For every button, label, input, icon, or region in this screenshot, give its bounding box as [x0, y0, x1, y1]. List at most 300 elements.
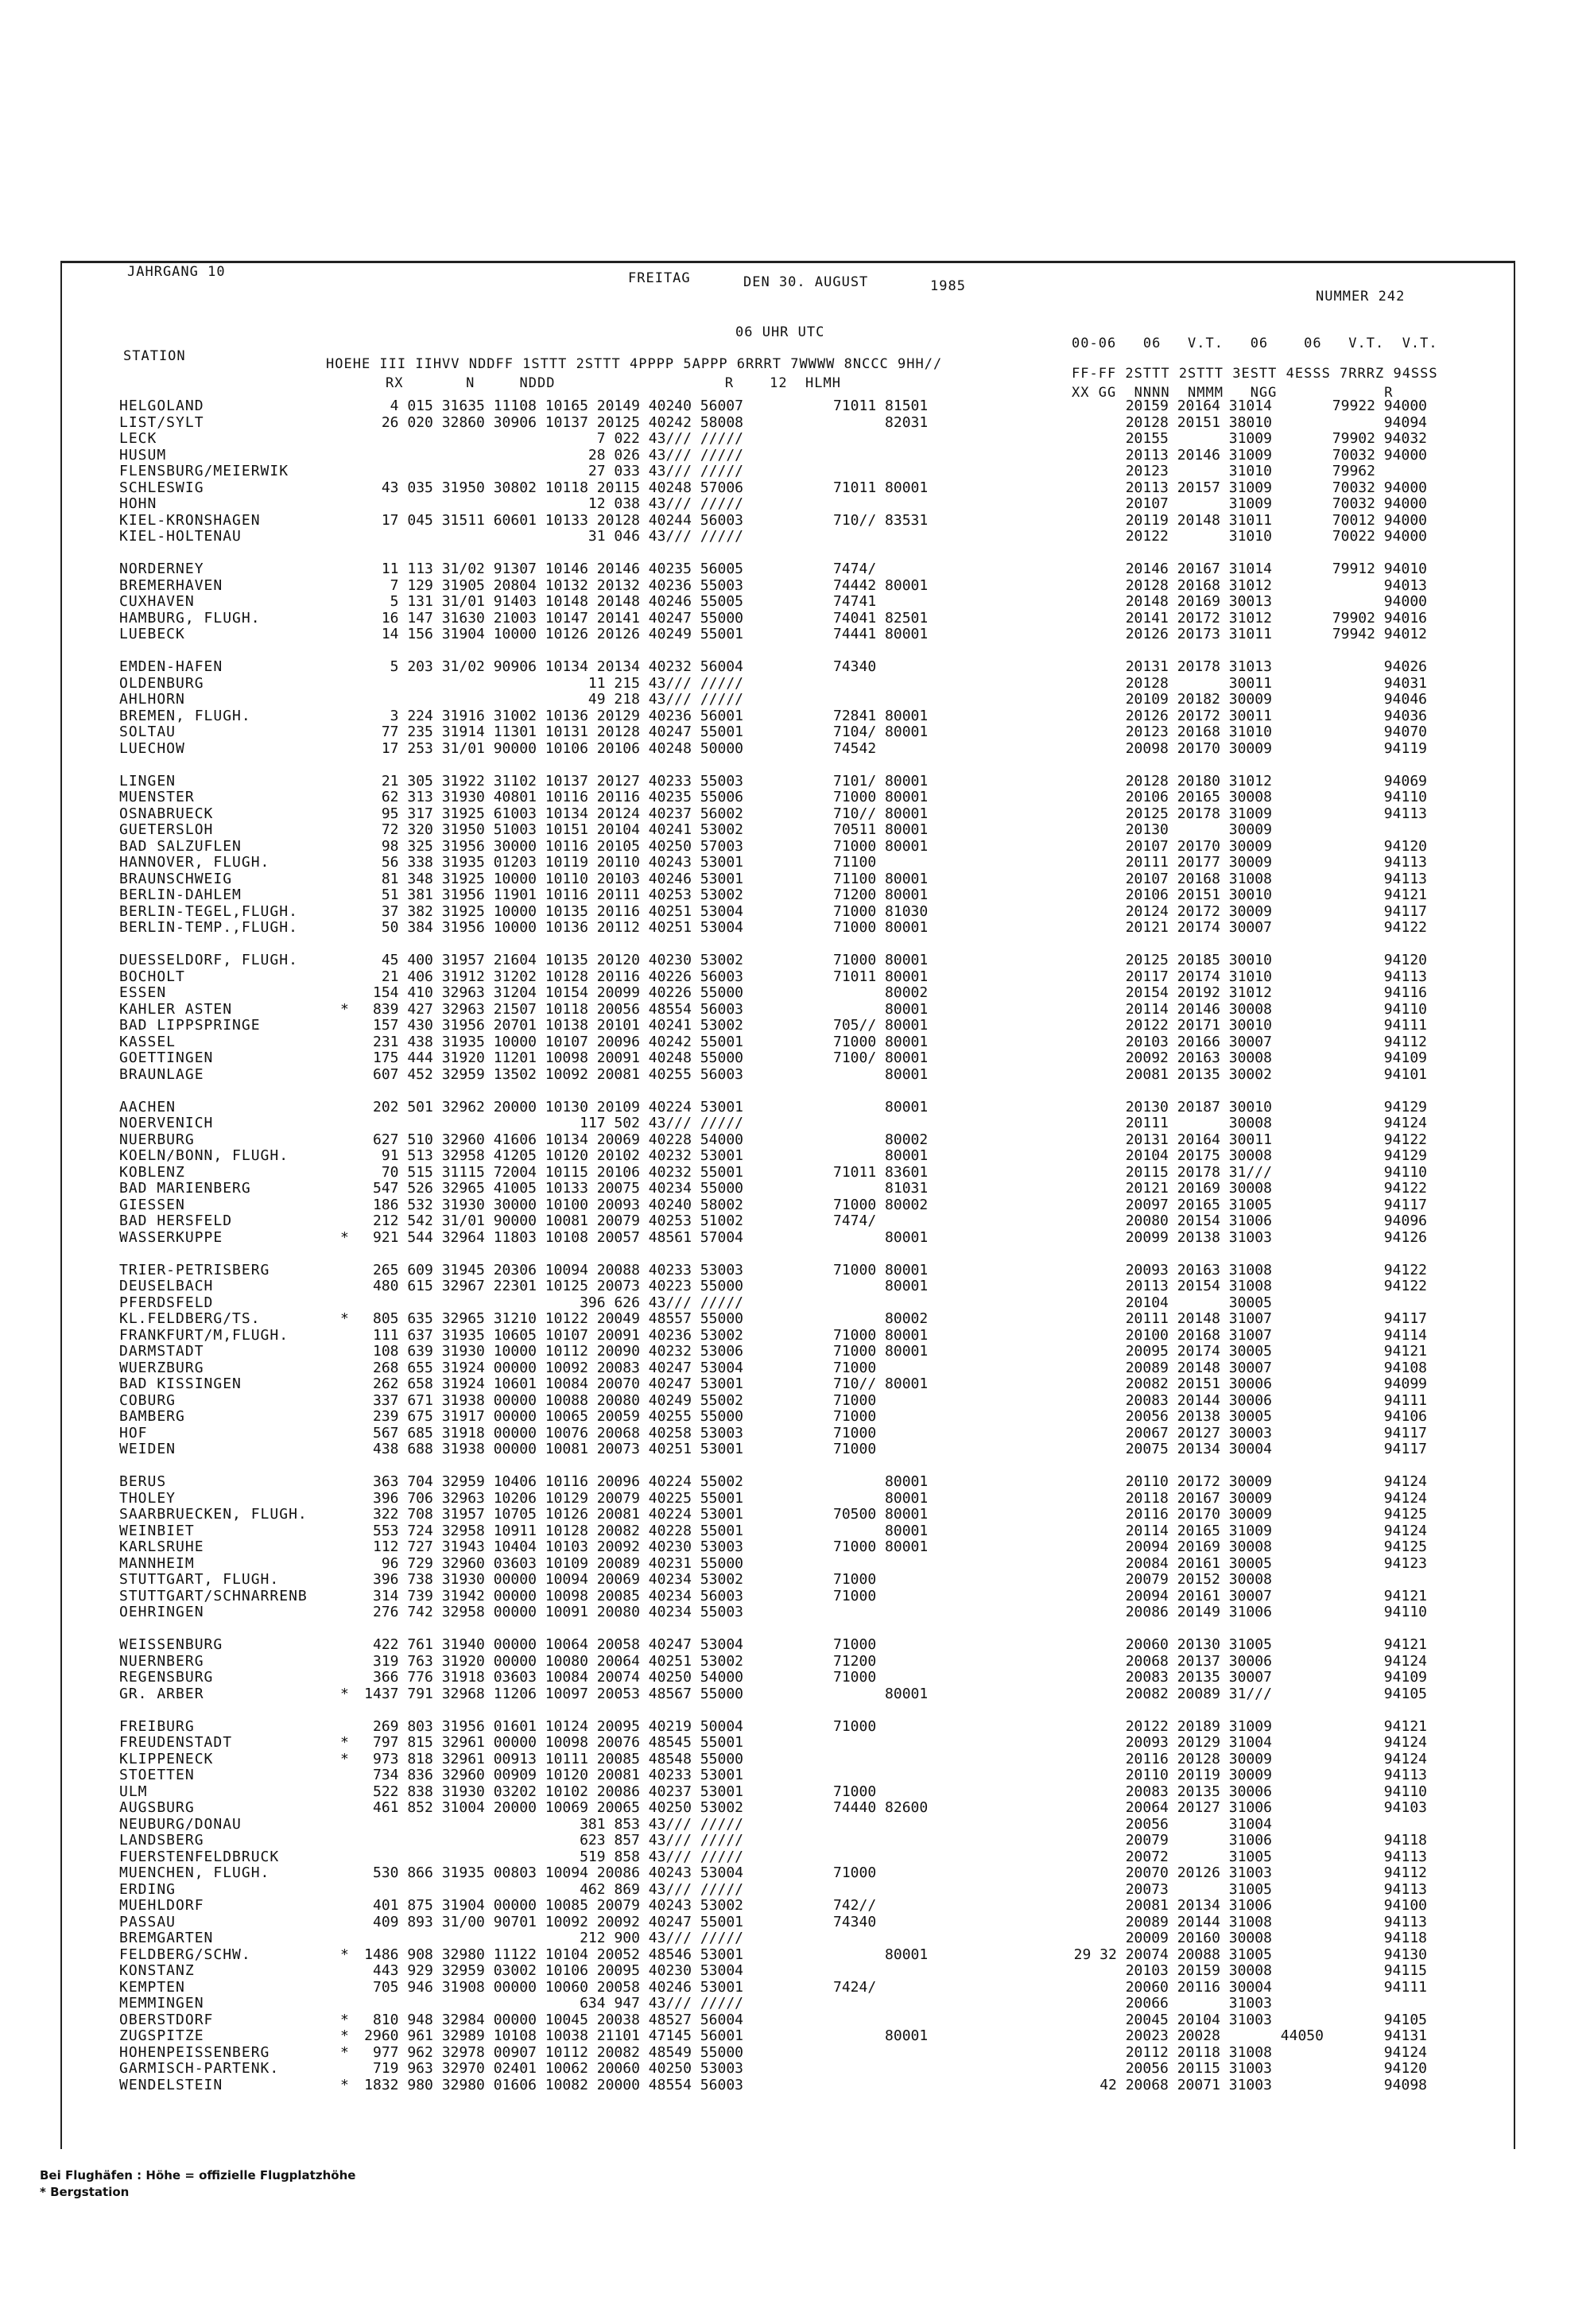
- forecast-values: 20115 20178 31/// 94110: [1125, 1163, 1427, 1181]
- forecast-values: 20148 20169 30013 94000: [1125, 593, 1427, 610]
- table-row: [0, 1507, 1510, 1523]
- table-row: [0, 1230, 1510, 1246]
- forecast-values: 20107 20170 30009 94120: [1125, 837, 1427, 855]
- uhr-values: 80001: [833, 1522, 929, 1539]
- station-name: DEUSELBACH: [119, 1278, 214, 1294]
- station-name: KASSEL: [119, 1033, 176, 1050]
- station-name: KONSTANZ: [119, 1962, 195, 1979]
- forecast-values: 20081 20135 30002 94101: [1125, 1065, 1427, 1083]
- obs-values: 186 532 31930 30000 10100 20093 40240 58002: [373, 1196, 743, 1213]
- table-row: [0, 822, 1510, 838]
- uhr-values: 71000 80001: [833, 837, 929, 855]
- forecast-values: 20121 20169 30008 94122: [1125, 1180, 1427, 1197]
- uhr-values: 80001: [833, 1228, 929, 1246]
- table-row: [0, 2012, 1510, 2028]
- uhr-values: 710// 80001: [833, 1375, 929, 1392]
- station-name: BAD LIPPSPRINGE: [119, 1017, 261, 1034]
- station-name: REGENSBURG: [119, 1669, 214, 1686]
- uhr-values: 71000 80001: [833, 1538, 929, 1555]
- forecast-values: 20092 20163 30008 94109: [1125, 1049, 1427, 1066]
- uhr-values: 70511 80001: [833, 821, 929, 838]
- table-row: [0, 431, 1510, 447]
- uhr-values: 71000: [833, 1441, 877, 1457]
- obs-values: 17 253 31/01 90000 10106 20106 40248 50000: [381, 739, 743, 757]
- table-row: [0, 1670, 1510, 1686]
- forecast-values: 20121 20174 30007 94122: [1125, 919, 1427, 936]
- table-row: [0, 1865, 1510, 1881]
- table-row: [0, 1556, 1510, 1572]
- forecast-values: 20075 20134 30004 94117: [1125, 1441, 1427, 1457]
- station-name: STUTTGART, FLUGH.: [119, 1571, 280, 1588]
- uhr-values: 71000 80001: [833, 919, 929, 936]
- forecast-values: 20113 20154 31008 94122: [1125, 1278, 1427, 1294]
- station-name: DARMSTADT: [119, 1343, 204, 1360]
- station-name: BAD KISSINGEN: [119, 1375, 242, 1392]
- uhr-values: 71000: [833, 1391, 877, 1409]
- forecast-values: 20126 20173 31011 79942 94012: [1125, 626, 1427, 642]
- forecast-values: 20082 20089 31/// 94105: [1125, 1685, 1427, 1702]
- footnote-airport: Bei Flughäfen : Höhe = offizielle Flugplatzhöhe: [40, 2168, 356, 2182]
- mountain-station-marker: *: [340, 1000, 349, 1018]
- obs-values: 634 947 43/// /////: [580, 1995, 743, 2012]
- table-row: [0, 1637, 1510, 1653]
- uhr-values: 71000 80001: [833, 1326, 929, 1344]
- station-name: HOHENPEISSENBERG: [119, 2043, 270, 2061]
- station-name: STUTTGART/SCHNARRENB: [119, 1587, 308, 1604]
- forecast-values: 29 32 20074 20088 31005 94130: [1073, 1946, 1427, 1963]
- station-name: BAD SALZUFLEN: [119, 837, 242, 855]
- forecast-values: 20098 20170 30009 94119: [1125, 739, 1427, 757]
- forecast-values: 20111 20148 31007 94117: [1125, 1310, 1427, 1327]
- station-name: BERUS: [119, 1473, 167, 1490]
- station-name: HAMBURG, FLUGH.: [119, 609, 261, 627]
- table-row: [0, 2028, 1510, 2044]
- uhr-values: 74340: [833, 1913, 877, 1930]
- vt-header-top: 00-06 06 V.T. 06 06 V.T. V.T.: [1072, 336, 1438, 351]
- uhr-values: 7424/: [833, 1978, 877, 1996]
- table-row: [0, 1947, 1510, 1963]
- obs-values: 522 838 31930 03202 10102 20086 40237 53001: [373, 1783, 743, 1800]
- station-name: OSNABRUECK: [119, 805, 214, 822]
- station-name: HOHN: [119, 495, 157, 512]
- footnote-mountain: * Bergstation: [40, 2185, 130, 2199]
- forecast-values: 20066 31003: [1125, 1995, 1427, 2012]
- table-row: [0, 1409, 1510, 1425]
- forecast-values: 20023 20028 44050 94131: [1125, 2027, 1427, 2044]
- uhr-values: 7101/ 80001: [833, 772, 929, 790]
- date-label: DEN 30. AUGUST: [743, 274, 869, 290]
- obs-values: 268 655 31924 00000 10092 20083 40247 53004: [373, 1359, 743, 1376]
- table-row: [0, 1034, 1510, 1050]
- forecast-values: 20126 20172 30011 94036: [1125, 707, 1427, 724]
- obs-values: 422 761 31940 00000 10064 20058 40247 53004: [373, 1636, 743, 1653]
- forecast-values: 20095 20174 30005 94121: [1125, 1343, 1427, 1360]
- forecast-values: 20104 20175 30008 94129: [1125, 1147, 1427, 1164]
- uhr-values: 705// 80001: [833, 1017, 929, 1034]
- table-row: [0, 1654, 1510, 1670]
- station-name: MEMMINGEN: [119, 1995, 204, 2012]
- obs-values: 28 026 43/// /////: [588, 446, 743, 464]
- table-row: [0, 1246, 1510, 1262]
- table-row: [0, 1148, 1510, 1164]
- station-name: ZUGSPITZE: [119, 2027, 204, 2044]
- table-row: [0, 2061, 1510, 2077]
- obs-values: 27 033 43/// /////: [588, 463, 743, 479]
- station-name: GARMISCH-PARTENK.: [119, 2060, 280, 2077]
- forecast-values: 20070 20126 31003 94112: [1125, 1864, 1427, 1881]
- obs-values: 977 962 32978 00907 10112 20082 48549 55000: [373, 2043, 743, 2061]
- table-row: [0, 643, 1510, 659]
- obs-values: 547 526 32965 41005 10133 20075 40234 55000: [373, 1180, 743, 1197]
- table-row: [0, 724, 1510, 740]
- mountain-station-marker: *: [340, 2027, 349, 2044]
- station-name: NUERNBERG: [119, 1652, 204, 1670]
- uhr-values: 71000 80001: [833, 789, 929, 805]
- table-row: [0, 985, 1510, 1001]
- day-label: FREITAG: [628, 270, 691, 286]
- station-name: BAMBERG: [119, 1408, 185, 1425]
- table-row: [0, 578, 1510, 594]
- obs-values: 157 430 31956 20701 10138 20101 40241 53002: [373, 1017, 743, 1034]
- table-row: [0, 513, 1510, 529]
- station-name: GOETTINGEN: [119, 1049, 214, 1066]
- mountain-station-marker: *: [340, 2011, 349, 2028]
- station-name: ULM: [119, 1783, 148, 1800]
- obs-values: 401 875 31904 00000 10085 20079 40243 53002: [373, 1897, 743, 1914]
- uhr-values: 81031: [833, 1180, 929, 1197]
- forecast-values: 20128 20151 38010 94094: [1125, 413, 1427, 431]
- table-row: [0, 741, 1510, 757]
- forecast-values: 20116 20170 30009 94125: [1125, 1506, 1427, 1523]
- uhr-values: 71000: [833, 1408, 877, 1425]
- table-row: [0, 855, 1510, 871]
- station-name: AUGSBURG: [119, 1799, 195, 1816]
- forecast-values: 20146 20167 31014 79912 94010: [1125, 561, 1427, 577]
- obs-values: 17 045 31511 60601 10133 20128 40244 56003: [381, 511, 743, 529]
- station-name: MUENCHEN, FLUGH.: [119, 1864, 270, 1881]
- mountain-station-marker: *: [340, 1310, 349, 1327]
- station-name: LECK: [119, 430, 157, 447]
- obs-values: 269 803 31956 01601 10124 20095 40219 50004: [373, 1717, 743, 1735]
- forecast-values: 20125 20185 30010 94120: [1125, 952, 1427, 968]
- uhr-values: 7104/ 80001: [833, 724, 929, 740]
- station-name: NEUBURG/DONAU: [119, 1815, 242, 1833]
- uhr-values: 71000 80001: [833, 952, 929, 968]
- forecast-values: 20117 20174 31010 94113: [1125, 968, 1427, 985]
- uhr-values: 80001: [833, 1065, 929, 1083]
- obs-values: 1832 980 32980 01606 10082 20000 48554 56003: [364, 2076, 743, 2093]
- table-row: [0, 1067, 1510, 1083]
- station-name: BERLIN-TEGEL,FLUGH.: [119, 902, 298, 920]
- forecast-values: 20141 20172 31012 79902 94016: [1125, 609, 1427, 627]
- forecast-values: 20128 20168 31012 94013: [1125, 576, 1427, 594]
- forecast-values: 20080 20154 31006 94096: [1125, 1212, 1427, 1229]
- obs-values: 461 852 31004 20000 10069 20065 40250 53002: [373, 1799, 743, 1816]
- table-row: [0, 1849, 1510, 1865]
- station-name: WEINBIET: [119, 1522, 195, 1539]
- obs-values: 81 348 31925 10000 10110 20103 40246 53001: [381, 870, 743, 887]
- uhr-values: 71200: [833, 1652, 877, 1670]
- mountain-station-marker: *: [340, 1685, 349, 1702]
- uhr-values: 742//: [833, 1897, 877, 1914]
- station-name: CUXHAVEN: [119, 593, 195, 610]
- obs-values: 56 338 31935 01203 10119 20110 40243 53001: [381, 854, 743, 871]
- station-name: SCHLESWIG: [119, 479, 204, 496]
- station-name: GUETERSLOH: [119, 821, 214, 838]
- table-row: [0, 1278, 1510, 1294]
- table-row: [0, 1002, 1510, 1018]
- station-name: BRAUNLAGE: [119, 1065, 204, 1083]
- obs-values: 839 427 32963 21507 10118 20056 48554 56003: [373, 1000, 743, 1018]
- forecast-values: 20094 20161 30007 94121: [1125, 1587, 1427, 1604]
- obs-header-line2: RX N NDDD R 12 HLMH: [386, 375, 841, 391]
- obs-values: 276 742 32958 00000 10091 20080 40234 55003: [373, 1604, 743, 1620]
- table-row: [0, 1458, 1510, 1474]
- forecast-values: 20103 20159 30008 94115: [1125, 1962, 1427, 1979]
- obs-values: 43 035 31950 30802 10118 20115 40248 57006: [381, 479, 743, 496]
- table-row: [0, 871, 1510, 887]
- table-row: [0, 627, 1510, 642]
- table-row: [0, 1735, 1510, 1751]
- uhr-values: 71000 80001: [833, 1261, 929, 1278]
- obs-values: 438 688 31938 00000 10081 20073 40251 53001: [373, 1441, 743, 1457]
- station-name: NOERVENICH: [119, 1115, 214, 1131]
- table-row: [0, 594, 1510, 610]
- station-name: BREMEN, FLUGH.: [119, 707, 251, 724]
- obs-values: 366 776 31918 03603 10084 20074 40250 54000: [373, 1669, 743, 1686]
- station-name: LUECHOW: [119, 739, 185, 757]
- obs-values: 567 685 31918 00000 10076 20068 40258 53003: [373, 1424, 743, 1441]
- table-row: [0, 1376, 1510, 1392]
- uhr-values: 82031: [833, 413, 929, 431]
- obs-values: 62 313 31930 40801 10116 20116 40235 55006: [381, 789, 743, 805]
- station-name: ESSEN: [119, 984, 167, 1001]
- uhr-values: 71011 81501: [833, 398, 929, 414]
- station-name: SAARBRUECKEN, FLUGH.: [119, 1506, 308, 1523]
- table-row: [0, 806, 1510, 822]
- uhr-values: 71000: [833, 1864, 877, 1881]
- forecast-values: 20084 20161 30005 94123: [1125, 1554, 1427, 1572]
- station-name: NUERBURG: [119, 1131, 195, 1148]
- uhr-values: 71000: [833, 1717, 877, 1735]
- obs-values: 70 515 31115 72004 10115 20106 40232 55001: [381, 1163, 743, 1181]
- forecast-values: 20089 20148 30007 94108: [1125, 1359, 1427, 1376]
- station-name: EMDEN-HAFEN: [119, 658, 223, 675]
- forecast-values: 20154 20192 31012 94116: [1125, 984, 1427, 1001]
- table-row: [0, 1833, 1510, 1849]
- uhr-values: 80001: [833, 1685, 929, 1702]
- uhr-values: 7474/: [833, 561, 877, 577]
- uhr-values: 80002: [833, 984, 929, 1001]
- station-name: KOELN/BONN, FLUGH.: [119, 1147, 289, 1164]
- uhr-values: 71000: [833, 1424, 877, 1441]
- obs-values: 31 046 43/// /////: [588, 528, 743, 545]
- obs-values: 202 501 32962 20000 10130 20109 40224 53001: [373, 1098, 743, 1115]
- forecast-values: 20123 31010 79962: [1125, 463, 1427, 479]
- table-row: [0, 904, 1510, 920]
- station-header: STATION: [123, 348, 186, 364]
- uhr-values: 74041 82501: [833, 609, 929, 627]
- obs-values: 7 129 31905 20804 10132 20132 40236 55003: [390, 576, 743, 594]
- table-row: [0, 1132, 1510, 1148]
- forecast-values: 20118 20167 30009 94124: [1125, 1489, 1427, 1507]
- uhr-values: 71000: [833, 1571, 877, 1588]
- uhr-values: 74340: [833, 658, 877, 675]
- obs-values: 14 156 31904 10000 10126 20126 40249 55001: [381, 626, 743, 642]
- forecast-values: 20110 20172 30009 94124: [1125, 1473, 1427, 1490]
- station-name: OBERSTDORF: [119, 2011, 214, 2028]
- table-row: [0, 1702, 1510, 1718]
- table-row: [0, 1165, 1510, 1181]
- mountain-station-marker: *: [340, 1228, 349, 1246]
- table-row: [0, 1572, 1510, 1588]
- table-row: [0, 448, 1510, 464]
- uhr-values: 71200 80001: [833, 887, 929, 903]
- mountain-station-marker: *: [340, 2076, 349, 2093]
- station-name: DUESSELDORF, FLUGH.: [119, 952, 298, 968]
- table-row: [0, 887, 1510, 903]
- table-row: [0, 969, 1510, 985]
- table-row: [0, 1719, 1510, 1735]
- forecast-values: 20100 20168 31007 94114: [1125, 1326, 1427, 1344]
- uhr-values: 71000: [833, 1636, 877, 1653]
- uhr-values: 80001: [833, 1489, 929, 1507]
- station-name: GR. ARBER: [119, 1685, 204, 1702]
- station-name: LUEBECK: [119, 626, 185, 642]
- forecast-values: 20104 30005: [1125, 1294, 1427, 1311]
- table-row: [0, 1800, 1510, 1816]
- station-name: KIEL-HOLTENAU: [119, 528, 242, 545]
- uhr-values: 71000 80001: [833, 1343, 929, 1360]
- uhr-values: 710// 83531: [833, 511, 929, 529]
- obs-values: 77 235 31914 11301 10131 20128 40247 55001: [381, 724, 743, 740]
- obs-values: 212 900 43/// /////: [580, 1930, 743, 1946]
- obs-values: 734 836 32960 00909 10120 20081 40233 53001: [373, 1767, 743, 1783]
- station-name: WEIDEN: [119, 1441, 176, 1457]
- table-row: [0, 1083, 1510, 1099]
- table-row: [0, 1523, 1510, 1539]
- table-row: [0, 659, 1510, 675]
- forecast-values: 20128 30011 94031: [1125, 674, 1427, 692]
- table-row: [0, 774, 1510, 790]
- station-name: TRIER-PETRISBERG: [119, 1261, 270, 1278]
- obs-values: 322 708 31957 10705 10126 20081 40224 53001: [373, 1506, 743, 1523]
- station-name: OEHRINGEN: [119, 1604, 204, 1620]
- obs-values: 175 444 31920 11201 10098 20091 40248 55000: [373, 1049, 743, 1066]
- uhr-values: 80001: [833, 1147, 929, 1164]
- forecast-values: 20131 20164 30011 94122: [1125, 1131, 1427, 1148]
- table-row: [0, 529, 1510, 545]
- station-name: ERDING: [119, 1880, 176, 1898]
- uhr-values: 80001: [833, 1946, 929, 1963]
- uhr-values: 71000: [833, 1783, 877, 1800]
- forecast-values: 20125 20178 31009 94113: [1125, 805, 1427, 822]
- table-row: [0, 790, 1510, 805]
- table-row: [0, 1441, 1510, 1457]
- table-row: [0, 611, 1510, 627]
- uhr-values: 74441 80001: [833, 626, 929, 642]
- forecast-values: 20056 31004: [1125, 1815, 1427, 1833]
- forecast-values: 20116 20128 30009 94124: [1125, 1750, 1427, 1767]
- forecast-values: 20009 20160 30008 94118: [1125, 1930, 1427, 1946]
- station-name: WUERZBURG: [119, 1359, 204, 1376]
- forecast-values: 20097 20165 31005 94117: [1125, 1196, 1427, 1213]
- obs-values: 480 615 32967 22301 10125 20073 40223 55000: [373, 1278, 743, 1294]
- station-name: BAD MARIENBERG: [119, 1180, 251, 1197]
- station-name: PASSAU: [119, 1913, 176, 1930]
- table-row: [0, 561, 1510, 577]
- station-name: BAD HERSFELD: [119, 1212, 233, 1229]
- station-name: COBURG: [119, 1391, 176, 1409]
- station-name: BRAUNSCHWEIG: [119, 870, 233, 887]
- obs-values: 810 948 32984 00000 10045 20038 48527 56004: [373, 2011, 743, 2028]
- table-row: [0, 676, 1510, 692]
- forecast-values: 20081 20134 31006 94100: [1125, 1897, 1427, 1914]
- obs-values: 21 406 31912 31202 10128 20116 40226 56003: [381, 968, 743, 985]
- obs-values: 117 502 43/// /////: [580, 1115, 743, 1131]
- station-name: STOETTEN: [119, 1767, 195, 1783]
- table-row: [0, 839, 1510, 855]
- table-row: [0, 415, 1510, 431]
- obs-values: 553 724 32958 10911 10128 20082 40228 55001: [373, 1522, 743, 1539]
- forecast-values: 20056 20115 31003 94120: [1125, 2060, 1427, 2077]
- obs-values: 265 609 31945 20306 10094 20088 40233 53003: [373, 1261, 743, 1278]
- obs-values: 396 706 32963 10206 10129 20079 40225 55001: [373, 1489, 743, 1507]
- station-name: MANNHEIM: [119, 1554, 195, 1572]
- station-name: WASSERKUPPE: [119, 1228, 223, 1246]
- obs-values: 623 857 43/// /////: [580, 1832, 743, 1849]
- obs-values: 805 635 32965 31210 10122 20049 48557 55000: [373, 1310, 743, 1327]
- station-name: KEMPTEN: [119, 1978, 185, 1996]
- forecast-values: 20083 20135 30007 94109: [1125, 1669, 1427, 1686]
- station-name: MUEHLDORF: [119, 1897, 204, 1914]
- obs-values: 627 510 32960 41606 10134 20069 40228 54000: [373, 1131, 743, 1148]
- table-row: [0, 1898, 1510, 1914]
- uhr-values: 71000 81030: [833, 902, 929, 920]
- obs-values: 462 869 43/// /////: [580, 1880, 743, 1898]
- uhr-values: 74542: [833, 739, 877, 757]
- obs-values: 719 963 32970 02401 10062 20060 40250 53003: [373, 2060, 743, 2077]
- uhr-values: 72841 80001: [833, 707, 929, 724]
- uhr-values: 71100 80001: [833, 870, 929, 887]
- forecast-values: 20060 20116 30004 94111: [1125, 1978, 1427, 1996]
- table-row: [0, 920, 1510, 936]
- table-row: [0, 1344, 1510, 1360]
- uhr-values: 71000: [833, 1359, 877, 1376]
- obs-values: 396 626 43/// /////: [580, 1294, 743, 1311]
- station-name: OLDENBURG: [119, 674, 204, 692]
- obs-values: 21 305 31922 31102 10137 20127 40233 55003: [381, 772, 743, 790]
- station-name: AHLHORN: [119, 691, 185, 708]
- uhr-values: 80001: [833, 2027, 929, 2044]
- forecast-values: 20128 20180 31012 94069: [1125, 772, 1427, 790]
- table-row: [0, 952, 1510, 968]
- obs-values: 337 671 31938 00000 10088 20080 40249 55002: [373, 1391, 743, 1409]
- forecast-values: 20112 20118 31008 94124: [1125, 2043, 1427, 2061]
- uhr-values: 80001: [833, 1098, 929, 1115]
- forecast-values: 20159 20164 31014 79922 94000: [1125, 398, 1427, 414]
- vt-header-line2: XX GG NNNN NMMM NGG R: [1072, 385, 1394, 401]
- forecast-values: 20089 20144 31008 94113: [1125, 1913, 1427, 1930]
- obs-time-header: 06 UHR UTC: [735, 324, 825, 340]
- table-row: [0, 1930, 1510, 1946]
- forecast-values: 20064 20127 31006 94103: [1125, 1799, 1427, 1816]
- obs-values: 262 658 31924 10601 10084 20070 40247 53001: [373, 1375, 743, 1392]
- forecast-values: 20045 20104 31003 94105: [1125, 2011, 1427, 2028]
- station-name: BERLIN-DAHLEM: [119, 887, 242, 903]
- station-name: HOF: [119, 1424, 148, 1441]
- table-row: [0, 937, 1510, 952]
